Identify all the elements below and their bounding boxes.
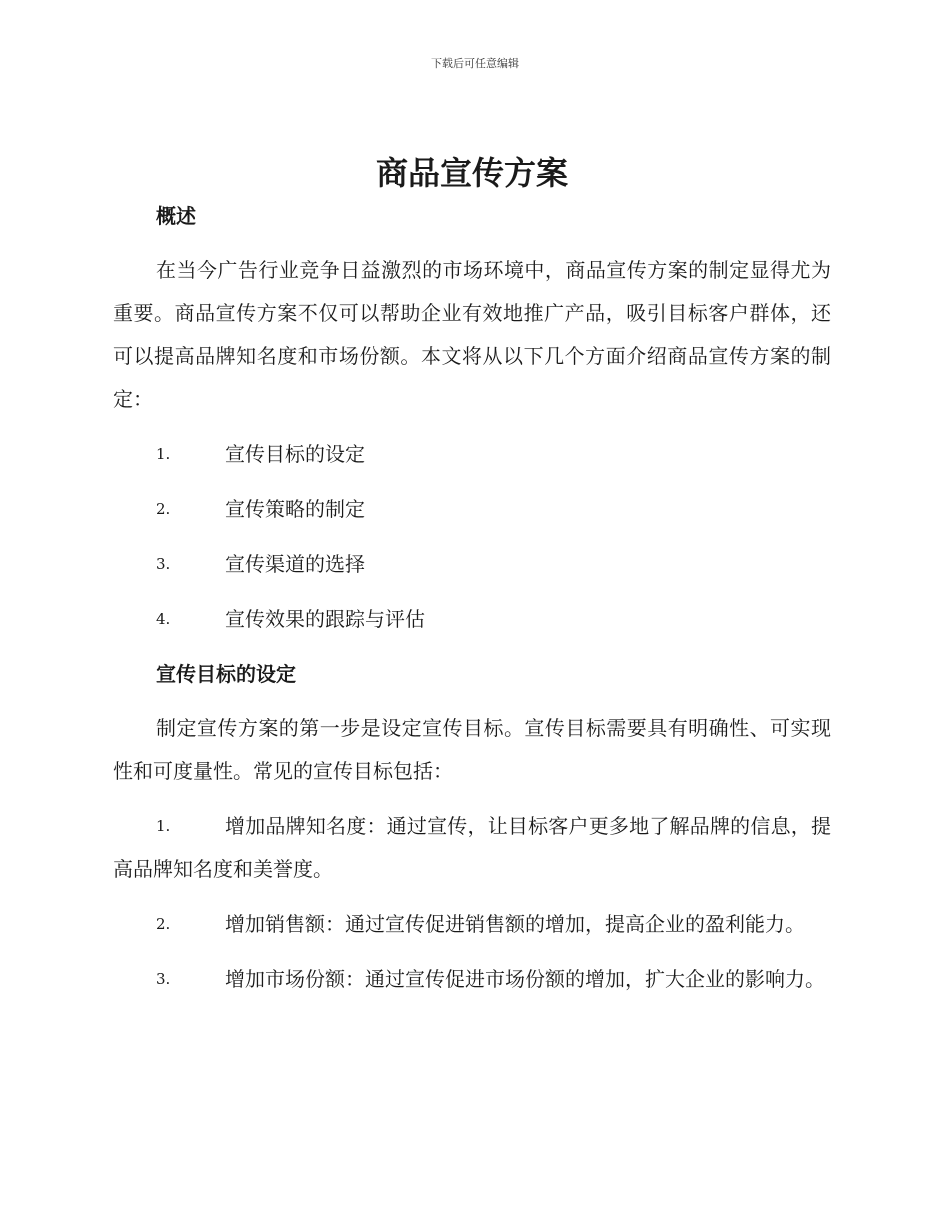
list-item-number: 2. [156, 915, 171, 933]
list-item-text: 宣传策略的制定 [225, 497, 365, 521]
list-item-number: 3. [156, 970, 171, 988]
list-item-text: 增加销售额：通过宣传促进销售额的增加，提高企业的盈利能力。 [225, 912, 805, 936]
list-item [113, 958, 831, 1001]
list-item [113, 598, 831, 641]
list-item [113, 805, 831, 891]
list-item [113, 543, 831, 586]
list-item-text: 宣传目标的设定 [225, 442, 365, 466]
list-item-number: 2. [156, 500, 171, 518]
list-item-number: 3. [156, 555, 171, 573]
list-item-number: 1. [156, 445, 171, 463]
list-item-number: 4. [156, 610, 171, 628]
list-item [113, 488, 831, 531]
overview-list [113, 433, 831, 641]
overview-paragraph: 在当今广告行业竞争日益激烈的市场环境中，商品宣传方案的制定显得尤为重要。商品宣传方案不仅可以帮助企业有效地推广产品，吸引目标客户群体，还可以提高品牌知名度和市场份额。本文将从以下几个方面介绍商品宣传方案的制定： [113, 258, 831, 411]
document-title: 商品宣传方案 [375, 154, 568, 192]
list-item-text: 增加品牌知名度：通过宣传，让目标客户更多地了解品牌的信息，提高品牌知名度和美誉度。 [113, 814, 831, 881]
list-item-number: 1. [156, 817, 171, 835]
section-heading-overview: 概述 [156, 204, 196, 228]
section-heading-goals: 宣传目标的设定 [156, 662, 296, 686]
goals-list [113, 805, 831, 1001]
list-item-text: 增加市场份额：通过宣传促进市场份额的增加，扩大企业的影响力。 [225, 967, 825, 991]
header-note: 下载后可任意编辑 [431, 57, 519, 70]
list-item-text: 宣传渠道的选择 [225, 552, 365, 576]
list-item [113, 433, 831, 476]
list-item [113, 903, 831, 946]
list-item-text: 宣传效果的跟踪与评估 [225, 607, 425, 631]
document-body [113, 148, 831, 1001]
goals-paragraph: 制定宣传方案的第一步是设定宣传目标。宣传目标需要具有明确性、可实现性和可度量性。常见的宣传目标包括： [113, 716, 831, 783]
